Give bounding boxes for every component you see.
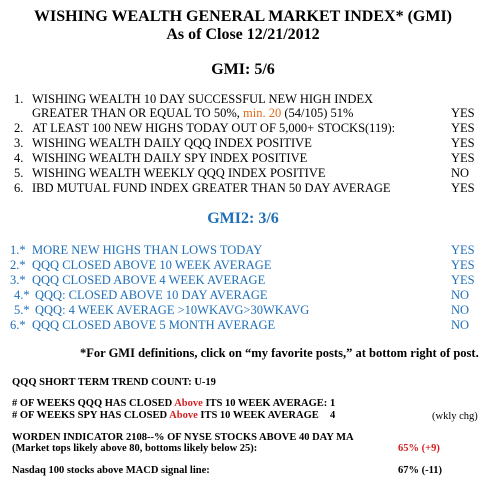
item-number: 5. — [14, 166, 24, 180]
definitions-note: *For GMI definitions, click on “my favorite posts,” at bottom right of post. — [80, 346, 479, 360]
item-number: 2.* — [10, 258, 26, 272]
above-word: Above — [174, 398, 203, 409]
item-text: QQQ: 4 WEEK AVERAGE >10WKAVG>30WKAVG — [35, 303, 310, 317]
item-number: 6. — [14, 181, 24, 195]
item-text: WISHING WEALTH DAILY QQQ INDEX POSITIVE — [32, 136, 312, 150]
item-number: 1. — [14, 92, 24, 106]
item-text: WISHING WEALTH DAILY SPY INDEX POSITIVE — [32, 151, 308, 165]
item-number: 3. — [14, 136, 24, 150]
item-text: QQQ CLOSED ABOVE 5 MONTH AVERAGE — [32, 318, 276, 332]
worden-value: 65% (+9) — [398, 443, 440, 454]
item-text: WISHING WEALTH WEEKLY QQQ INDEX POSITIVE — [32, 166, 326, 180]
item-text: IBD MUTUAL FUND INDEX GREATER THAN 50 DAY AVERAGE — [32, 181, 391, 195]
spy-weeks-label: # OF WEEKS SPY HAS CLOSED Above ITS 10 WEEK AVERAGE — [12, 410, 319, 421]
item-value: NO — [451, 288, 470, 302]
item-text: WISHING WEALTH 10 DAY SUCCESSFUL NEW HIGH INDEX — [32, 92, 374, 106]
page-subtitle: As of Close 12/21/2012 — [166, 26, 320, 43]
item-value: YES — [451, 181, 475, 195]
qqq-weeks-label: # OF WEEKS QQQ HAS CLOSED Above ITS 10 WEEK AVERAGE: — [12, 398, 328, 409]
min-threshold: min. 20 — [243, 106, 282, 120]
spy-weeks-value: 4 — [330, 410, 336, 421]
worden-sublabel: (Market tops likely above 80, bottoms likely below 25): — [12, 443, 258, 454]
item-number: 4. — [14, 151, 24, 165]
qqq-weeks-value: 1 — [330, 398, 336, 409]
item-number: 5.* — [14, 303, 30, 317]
macd-label: Nasdaq 100 stocks above MACD signal line: — [12, 465, 210, 476]
item-value: YES — [451, 243, 475, 257]
item-text-continued: GREATER THAN OR EQUAL TO 50%, min. 20 (54/105) 51% — [32, 106, 354, 120]
gmi-heading: GMI: 5/6 — [211, 61, 275, 78]
above-word: Above — [169, 410, 198, 421]
item-value: NO — [451, 303, 470, 317]
item-value: NO — [451, 318, 470, 332]
item-value: NO — [451, 166, 470, 180]
trend-count: QQQ SHORT TERM TREND COUNT: U-19 — [12, 377, 216, 388]
item-text: QQQ CLOSED ABOVE 10 WEEK AVERAGE — [32, 258, 272, 272]
item-value: YES — [451, 121, 475, 135]
item-number: 3.* — [10, 273, 26, 287]
item-text: MORE NEW HIGHS THAN LOWS TODAY — [32, 243, 263, 257]
item-value: YES — [451, 106, 475, 120]
item-number: 6.* — [10, 318, 26, 332]
weekly-change-note: (wkly chg) — [432, 411, 478, 422]
item-value: YES — [451, 151, 475, 165]
item-number: 4.* — [14, 288, 30, 302]
item-number: 2. — [14, 121, 24, 135]
worden-label: WORDEN INDICATOR 2108--% OF NYSE STOCKS ABOVE 40 DAY MA — [12, 432, 354, 443]
gmi2-heading: GMI2: 3/6 — [207, 210, 279, 227]
item-text: QQQ CLOSED ABOVE 4 WEEK AVERAGE — [32, 273, 266, 287]
item-number: 1.* — [10, 243, 26, 257]
item-value: YES — [451, 136, 475, 150]
page-title: WISHING WEALTH GENERAL MARKET INDEX* (GMI) — [34, 8, 452, 25]
item-text: QQQ: CLOSED ABOVE 10 DAY AVERAGE — [35, 288, 268, 302]
item-value: YES — [451, 258, 475, 272]
item-value: YES — [451, 273, 475, 287]
macd-value: 67% (-11) — [398, 465, 443, 476]
item-text: AT LEAST 100 NEW HIGHS TODAY OUT OF 5,000+ STOCKS(119): — [32, 121, 396, 135]
